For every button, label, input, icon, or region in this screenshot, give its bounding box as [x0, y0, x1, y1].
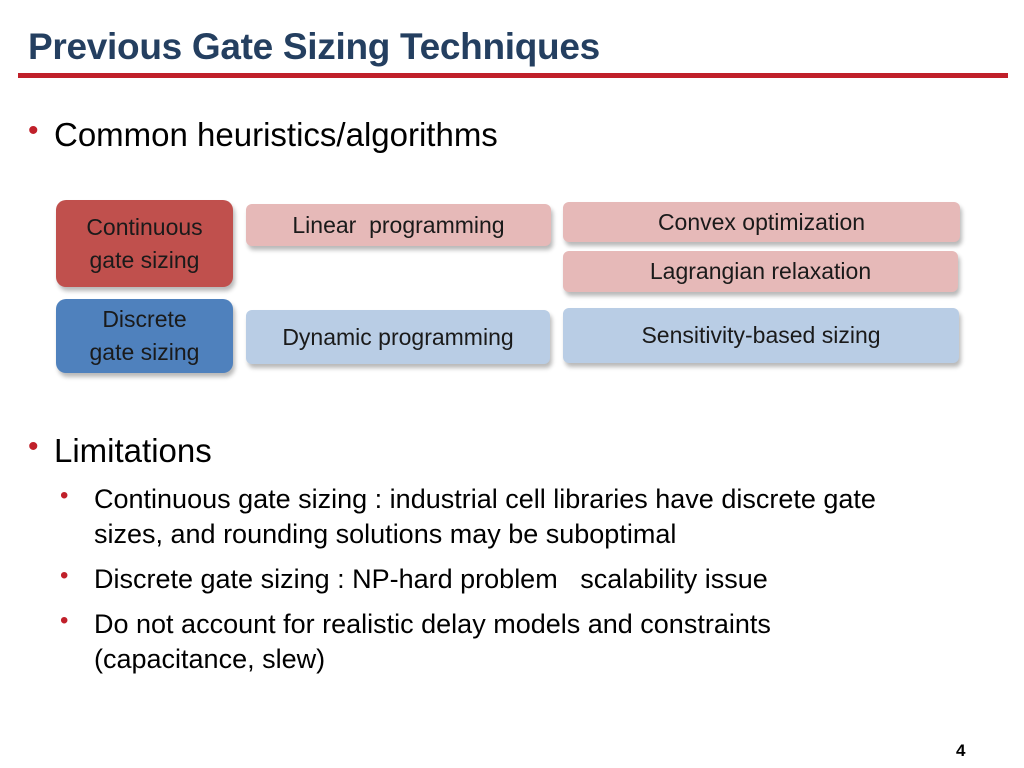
continuous-gate-sizing-box	[56, 200, 233, 287]
limitation-item	[60, 562, 768, 597]
limitation-item	[60, 607, 771, 677]
discrete-label-line2: gate sizing	[89, 339, 200, 365]
convex-optimization-box	[563, 202, 960, 242]
bullet-dot-icon: •	[60, 607, 69, 634]
lagrangian-relaxation-box	[563, 251, 958, 292]
continuous-label-line1: Continuous	[86, 213, 203, 240]
bullet-heuristics	[28, 114, 498, 154]
convex-optimization-label: Convex optimization	[657, 208, 866, 235]
title-divider	[18, 73, 1008, 78]
linear-programming-box	[246, 204, 551, 246]
discrete-label-line1: Discrete	[102, 306, 187, 332]
limitation-item	[60, 482, 876, 552]
sensitivity-based-sizing-label: Sensitivity-based sizing	[641, 322, 881, 348]
discrete-gate-sizing-box	[56, 299, 233, 373]
page-number: 4	[956, 741, 966, 760]
bullet-dot-icon: •	[28, 430, 39, 463]
bullet-heuristics-text: Common heuristics/algorithms	[54, 116, 498, 153]
limitation-item-line: Discrete gate sizing : NP-hard problem scalability issue	[94, 564, 768, 594]
bullet-dot-icon: •	[60, 562, 69, 589]
bullet-limitations-text: Limitations	[54, 432, 212, 469]
linear-programming-label: Linear programming	[292, 211, 505, 238]
sensitivity-based-sizing-box	[563, 308, 959, 363]
limitation-item-line: Do not account for realistic delay models and constraints	[94, 609, 771, 639]
bullet-dot-icon: •	[60, 482, 69, 509]
bullet-dot-icon: •	[28, 114, 39, 147]
bullet-limitations	[28, 430, 212, 470]
dynamic-programming-label: Dynamic programming	[282, 323, 514, 350]
lagrangian-relaxation-label: Lagrangian relaxation	[649, 258, 872, 284]
limitation-item-line: Continuous gate sizing : industrial cell libraries have discrete gate	[94, 484, 876, 514]
dynamic-programming-box	[246, 310, 550, 364]
continuous-label-line2: gate sizing	[89, 246, 200, 273]
limitation-item-line: (capacitance, slew)	[94, 644, 326, 674]
slide-title: Previous Gate Sizing Techniques	[28, 26, 600, 67]
limitation-item-line: sizes, and rounding solutions may be suboptimal	[94, 519, 677, 549]
